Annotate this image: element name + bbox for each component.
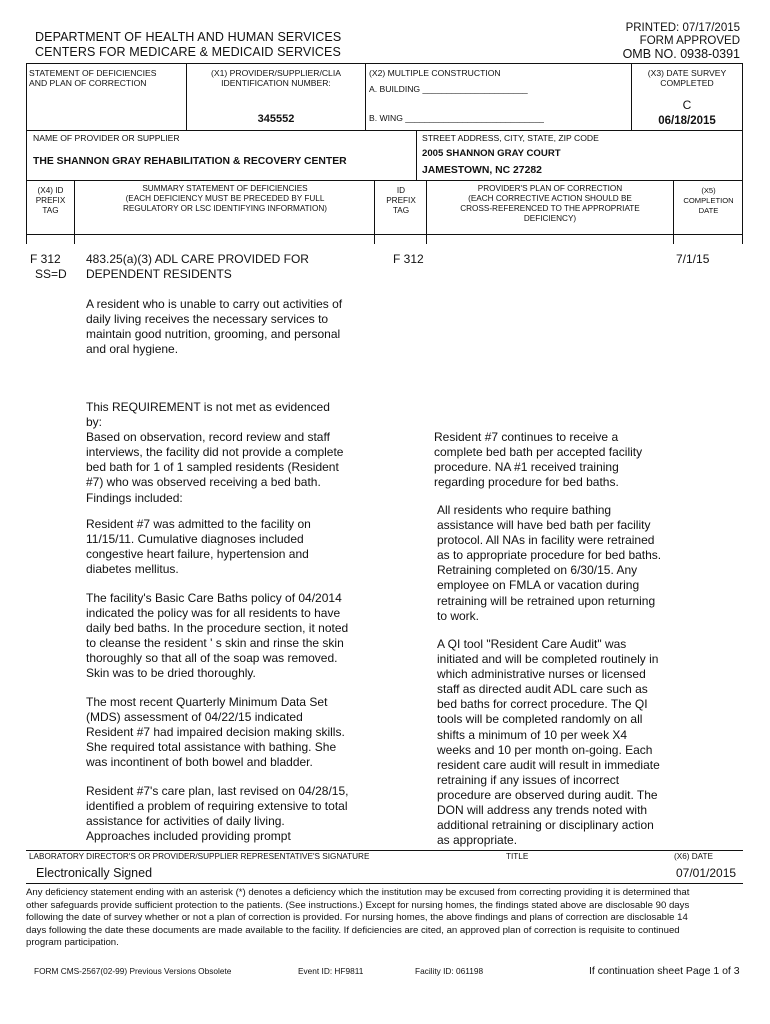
- rule-v4: [416, 130, 417, 180]
- facility-id: Facility ID: 061198: [415, 966, 484, 976]
- department-title: [35, 30, 341, 60]
- id-header-3: TAG: [392, 206, 410, 215]
- x5-header-3: DATE: [698, 206, 719, 215]
- deficiency-title-1: 483.25(a)(3) ADL CARE PROVIDED FOR: [86, 252, 309, 266]
- dept-line-1: DEPARTMENT OF HEALTH AND HUMAN SERVICES: [35, 30, 342, 44]
- correction-paragraph: All residents who require bathing assistance will have bed bath per facility protocol. All NAs in facility were retrained as to appropriate procedure for bed baths. Retraining completed on 6/30/15. Any employee on FMLA or vacation during retraining will be retrained upon returning to work.: [437, 503, 662, 623]
- x4-header: [26, 186, 75, 216]
- x5-header: [674, 186, 743, 216]
- deficiency-paragraph: A resident who is unable to carry out activities of daily living receives the necessary services to maintain good nutrition, grooming, and personal and oral hygiene.: [86, 297, 343, 357]
- building-field: A. BUILDING ______________________: [369, 84, 528, 94]
- form-approved: FORM APPROVED: [639, 35, 740, 47]
- scope-severity: SS=D: [35, 267, 67, 281]
- deficiency-paragraph: Resident #7's care plan, last revised on 04/28/15, identified a problem of requiring extensive to total assistance for activities of daily living. Approaches included providing prompt: [86, 784, 349, 844]
- x4-header-1: (X4) ID: [37, 186, 64, 195]
- x6-date-label: (X6) DATE: [674, 852, 713, 861]
- provider-name-label: NAME OF PROVIDER OR SUPPLIER: [33, 133, 180, 143]
- provider-id-number: 345552: [257, 113, 295, 125]
- plan-header: [427, 184, 673, 224]
- summary-header-3: REGULATORY OR LSC IDENTIFYING INFORMATION): [123, 204, 327, 213]
- rule-left: [26, 63, 27, 244]
- x3-label: [632, 68, 742, 88]
- address-line-2: JAMESTOWN, NC 27282: [422, 165, 542, 176]
- x1-label-line1: (X1) PROVIDER/SUPPLIER/CLIA: [211, 68, 341, 78]
- summary-header-1: SUMMARY STATEMENT OF DEFICIENCIES: [142, 184, 308, 193]
- disclaimer-text: Any deficiency statement ending with an asterisk (*) denotes a deficiency which the institution may be excused from correcting providing it is determined that other safeguards provide sufficient protection to the patients. (See instructions.) Except for nursing homes, the findings stated above are disclosable 90 days following the date of survey whether or not a plan of correction is provided. For nursing homes, the above findings and plans of correction are disclosable 14 days following the date these documents are made available to the facility. If deficiencies are cited, an approved plan of correction is requisite to continued program participation.: [26, 887, 690, 948]
- address-label: STREET ADDRESS, CITY, STATE, ZIP CODE: [422, 133, 599, 143]
- signature-date: 07/01/2015: [676, 866, 737, 880]
- deficiency-title: [86, 252, 309, 282]
- title-label: TITLE: [506, 852, 529, 861]
- x1-label-line2: IDENTIFICATION NUMBER:: [221, 78, 331, 88]
- deficiency-paragraph: The facility's Basic Care Baths policy of 04/2014 indicated the policy was for all residents to have daily bed baths. In the procedure section, it noted to cleanse the resident ' s skin and rinse the skin thoroughly so that all of the soap was removed. Skin was to be dried thoroughly.: [86, 591, 349, 681]
- x1-label: [186, 68, 366, 88]
- summary-header-2: (EACH DEFICIENCY MUST BE PRECEDED BY FULL: [125, 194, 325, 203]
- rule-h3: [26, 234, 743, 235]
- survey-date: 06/18/2015: [658, 115, 716, 127]
- deficiency-paragraph: Resident #7 was admitted to the facility on 11/15/11. Cumulative diagnoses included congestive heart failure, hypertension and diabetes mellitus.: [86, 517, 311, 577]
- x2-label: (X2) MULTIPLE CONSTRUCTION: [369, 68, 501, 78]
- form-meta: [623, 22, 740, 61]
- x4-header-2: PREFIX: [35, 196, 66, 205]
- printed-date: PRINTED: 07/17/2015: [625, 22, 740, 34]
- x5-header-1: (X5): [701, 186, 716, 195]
- rule-top: [26, 63, 743, 64]
- form-number: FORM CMS-2567(02-99) Previous Versions Obsolete: [34, 966, 232, 976]
- rule-signature-bottom: [26, 883, 743, 884]
- id-prefix-header: [375, 186, 427, 216]
- correction-paragraph: Resident #7 continues to receive a complete bed bath per accepted facility procedure. NA #1 received training regarding procedure for bed baths.: [434, 430, 643, 490]
- plan-header-3: CROSS-REFERENCED TO THE APPROPRIATE: [460, 204, 640, 213]
- x4-header-3: TAG: [42, 206, 59, 215]
- plan-header-2: (EACH CORRECTIVE ACTION SHOULD BE: [468, 194, 632, 203]
- statement-label: [29, 68, 156, 88]
- address-line-1: 2005 SHANNON GRAY COURT: [422, 148, 561, 159]
- signature-label: LABORATORY DIRECTOR'S OR PROVIDER/SUPPLIER REPRESENTATIVE'S SIGNATURE: [29, 852, 370, 861]
- dept-line-2: CENTERS FOR MEDICARE & MEDICAID SERVICES: [35, 45, 341, 59]
- deficiency-paragraph: This REQUIREMENT is not met as evidenced by: Based on observation, record review and staff interviews, the facility did not provide a complete bed bath for 1 of 1 sampled residents (Resident #7) who was observed receiving a bed bath. Findings included:: [86, 400, 344, 505]
- rule-right: [742, 63, 743, 244]
- statement-label-line2: AND PLAN OF CORRECTION: [29, 78, 147, 88]
- id-header-2: PREFIX: [386, 196, 416, 205]
- deficiency-title-2: DEPENDENT RESIDENTS: [86, 267, 232, 282]
- rule-h2: [26, 180, 743, 181]
- x3-label-line1: (X3) DATE SURVEY: [647, 68, 727, 78]
- statement-label-line1: STATEMENT OF DEFICIENCIES: [29, 68, 157, 78]
- plan-header-1: PROVIDER'S PLAN OF CORRECTION: [477, 184, 623, 193]
- x3-label-line2: COMPLETED: [660, 78, 714, 88]
- plan-tag: F 312: [393, 252, 424, 266]
- completion-date: 7/1/15: [676, 252, 710, 266]
- correction-paragraph: A QI tool "Resident Care Audit" was initiated and will be completed routinely in which administrative nurses or licensed staff as directed audit ADL care such as bed baths for correct procedure. The QI tools will be completed randomly on all shifts a minimum of 10 per week X4 weeks and 10 per month on-going. Each resident care audit will result in immediate retraining if any issues of incorrect procedure are observed during audit. The DON will address any trends noted with additional retraining or disciplinary action as appropriate.: [437, 637, 660, 848]
- id-header-1: ID: [396, 186, 406, 195]
- provider-name: THE SHANNON GRAY REHABILITATION & RECOVERY CENTER: [33, 156, 347, 167]
- event-id: Event ID: HF9811: [298, 966, 364, 976]
- plan-header-4: DEFICIENCY): [523, 214, 577, 223]
- rule-h1: [26, 130, 743, 131]
- omb-number: OMB NO. 0938-0391: [622, 47, 740, 61]
- rule-signature-top: [26, 850, 743, 851]
- survey-code: C: [682, 98, 692, 112]
- continuation-page: If continuation sheet Page 1 of 3: [589, 965, 740, 977]
- signature-value: Electronically Signed: [36, 866, 153, 880]
- summary-header: [75, 184, 375, 214]
- x5-header-2: COMPLETION: [683, 196, 734, 205]
- deficiency-tag: F 312: [30, 252, 61, 266]
- deficiency-paragraph: The most recent Quarterly Minimum Data Set (MDS) assessment of 04/22/15 indicated Resident #7 had impaired decision making skills. She required total assistance with bathing. She was incontinent of both bowel and bladder.: [86, 695, 345, 770]
- wing-field: B. WING _____________________________: [369, 113, 544, 123]
